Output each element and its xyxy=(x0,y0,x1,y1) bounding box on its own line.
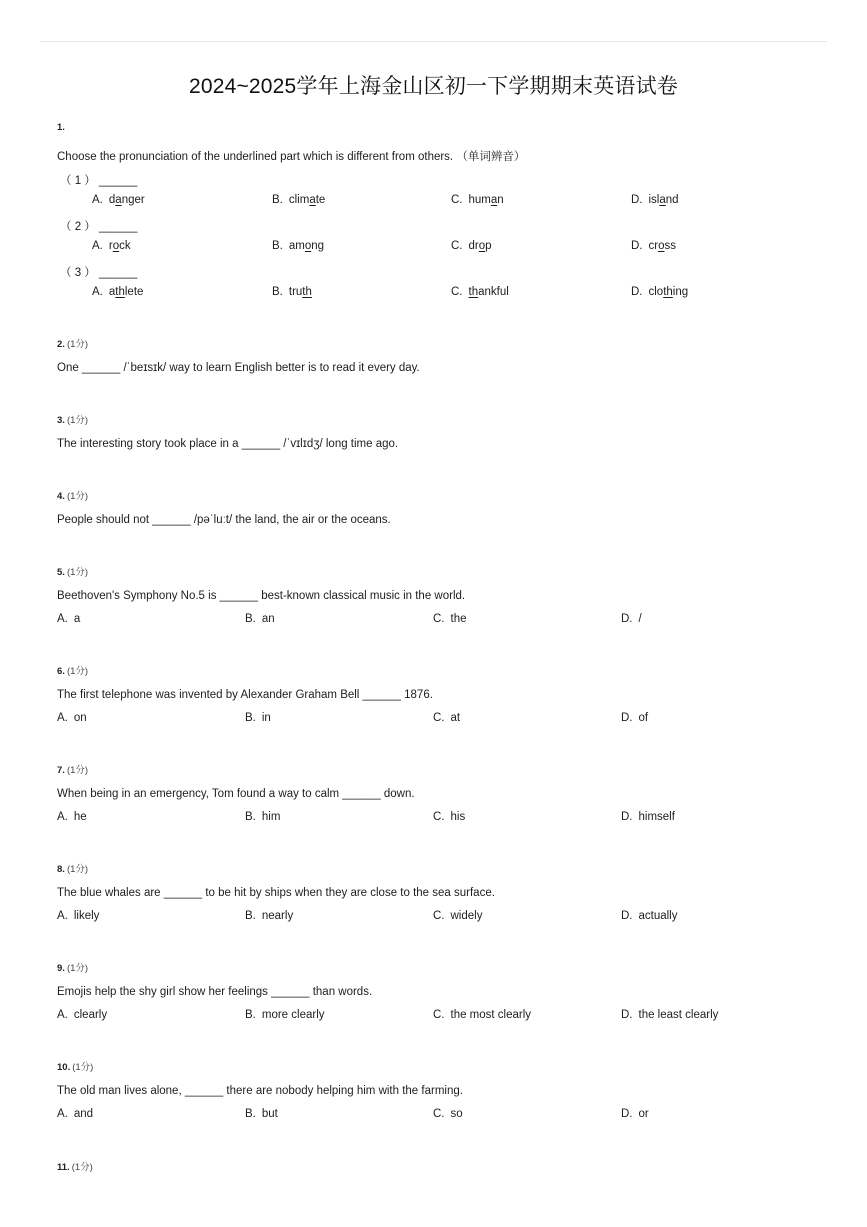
question-index: 4. xyxy=(57,491,65,502)
word-prefix: cr xyxy=(648,240,659,252)
option-text: so xyxy=(450,1108,463,1120)
option-text: of xyxy=(638,712,649,724)
option-c[interactable] xyxy=(433,613,467,625)
question-1-stem: Choose the pronunciation of the underlined part which is different from others. （单词辨音） xyxy=(57,151,526,163)
option-text: or xyxy=(638,1108,649,1120)
option-a[interactable] xyxy=(57,811,87,823)
question-number xyxy=(57,960,88,974)
option-letter: C. xyxy=(451,240,463,252)
question-index: 11. xyxy=(57,1162,70,1173)
answer-blank: ______ xyxy=(99,221,138,233)
option-letter: D. xyxy=(631,194,643,206)
option-a[interactable] xyxy=(92,286,143,298)
word-prefix: r xyxy=(108,240,113,252)
underlined-part: a xyxy=(309,194,316,206)
option-text: nearly xyxy=(261,910,294,922)
option-letter: C. xyxy=(433,910,445,922)
option-letter: A. xyxy=(57,811,68,823)
option-b[interactable] xyxy=(245,712,271,724)
option-letter: C. xyxy=(451,194,463,206)
option-letter: C. xyxy=(451,286,463,298)
option-text: but xyxy=(261,1108,278,1120)
word-prefix: d xyxy=(108,194,116,206)
option-d[interactable] xyxy=(621,811,675,823)
word-prefix: tru xyxy=(288,286,303,298)
option-letter: C. xyxy=(433,1108,445,1120)
subitem-label: （ 1 ） xyxy=(60,175,96,187)
option-c[interactable] xyxy=(451,240,492,252)
word-suffix: lete xyxy=(124,286,144,298)
question-points: (1分) xyxy=(66,491,89,502)
option-a[interactable] xyxy=(57,1009,107,1021)
option-b[interactable] xyxy=(245,1108,278,1120)
option-letter: D. xyxy=(621,811,633,823)
option-text: the xyxy=(450,613,467,625)
option-d[interactable] xyxy=(631,240,676,252)
question-number xyxy=(57,564,88,578)
option-d[interactable] xyxy=(621,1108,649,1120)
option-b[interactable] xyxy=(245,910,293,922)
word-suffix: ss xyxy=(664,240,676,252)
option-letter: B. xyxy=(245,613,256,625)
question-number xyxy=(57,488,88,502)
page-title: 2024~2025学年上海金山区初一下学期期末英语试卷 xyxy=(188,75,679,98)
option-c[interactable] xyxy=(451,286,509,298)
question-points: (1分) xyxy=(66,864,89,875)
option-letter: B. xyxy=(272,240,283,252)
option-letter: A. xyxy=(92,286,103,298)
question-points: (1分) xyxy=(71,1162,93,1173)
underlined-part: o xyxy=(304,240,312,252)
word-prefix: am xyxy=(288,240,305,252)
option-letter: D. xyxy=(631,240,643,252)
word-suffix: ck xyxy=(119,240,131,252)
question-number xyxy=(57,1159,93,1173)
word-prefix: a xyxy=(108,286,116,298)
option-text: a xyxy=(73,613,81,625)
option-c[interactable] xyxy=(433,712,460,724)
option-letter: B. xyxy=(245,1108,256,1120)
question-stem: The old man lives alone, ______ there are nobody helping him with the farming. xyxy=(57,1085,463,1097)
option-d[interactable] xyxy=(621,1009,718,1021)
question-index: 6. xyxy=(57,666,65,677)
option-c[interactable] xyxy=(433,811,465,823)
option-a[interactable] xyxy=(92,194,145,206)
option-text: clearly xyxy=(73,1009,108,1021)
underlined-part: th xyxy=(468,286,479,298)
option-letter: D. xyxy=(621,910,633,922)
question-stem: The first telephone was invented by Alexander Graham Bell ______ 1876. xyxy=(57,689,433,701)
option-b[interactable] xyxy=(245,613,275,625)
underlined-part: o xyxy=(112,240,120,252)
option-c[interactable] xyxy=(433,910,482,922)
question-number xyxy=(57,1059,93,1073)
word-prefix: isl xyxy=(648,194,660,206)
option-letter: C. xyxy=(433,712,445,724)
option-d[interactable] xyxy=(631,286,688,298)
option-letter: B. xyxy=(272,194,283,206)
option-letter: D. xyxy=(621,613,633,625)
option-text: likely xyxy=(73,910,100,922)
question-number xyxy=(57,336,88,350)
question-index: 10. xyxy=(57,1062,71,1073)
option-letter: D. xyxy=(621,1108,633,1120)
underlined-part: a xyxy=(490,194,498,206)
option-text: him xyxy=(261,811,281,823)
option-a[interactable] xyxy=(57,910,99,922)
option-letter: A. xyxy=(57,1108,68,1120)
underlined-part: th xyxy=(663,286,673,298)
option-b[interactable] xyxy=(272,286,312,298)
word-prefix: clim xyxy=(288,194,310,206)
underlined-part: th xyxy=(302,286,312,298)
question-stem: One ______ /ˈbeɪsɪk/ way to learn English better is to read it every day. xyxy=(57,362,420,374)
option-text: the least clearly xyxy=(638,1009,719,1021)
option-d[interactable] xyxy=(621,910,678,922)
option-b[interactable] xyxy=(245,1009,325,1021)
question-number xyxy=(57,412,88,426)
word-suffix: p xyxy=(485,240,492,252)
option-text: at xyxy=(450,712,461,724)
option-letter: B. xyxy=(245,811,256,823)
word-suffix: ankful xyxy=(478,286,509,298)
word-suffix: te xyxy=(315,194,326,206)
option-letter: D. xyxy=(631,286,643,298)
question-stem: The blue whales are ______ to be hit by ships when they are close to the sea surface. xyxy=(57,887,495,899)
option-text: on xyxy=(73,712,87,724)
option-text: the most clearly xyxy=(450,1009,532,1021)
option-a[interactable] xyxy=(57,712,87,724)
option-letter: A. xyxy=(92,194,103,206)
option-text: widely xyxy=(450,910,483,922)
question-points: (1分) xyxy=(66,765,89,776)
option-letter: B. xyxy=(245,712,256,724)
option-letter: C. xyxy=(433,613,445,625)
option-text: actually xyxy=(638,910,678,922)
option-letter: A. xyxy=(57,613,68,625)
option-letter: C. xyxy=(433,1009,445,1021)
question-points: (1分) xyxy=(66,666,89,677)
underlined-part: o xyxy=(658,240,665,252)
option-text: an xyxy=(261,613,275,625)
question-1-subitem xyxy=(60,172,137,188)
option-letter: C. xyxy=(433,811,445,823)
question-stem: When being in an emergency, Tom found a way to calm ______ down. xyxy=(57,788,415,800)
answer-blank: ______ xyxy=(99,175,138,187)
word-prefix: hum xyxy=(468,194,491,206)
question-1-number: 1. xyxy=(57,122,65,133)
question-1-subitem xyxy=(60,218,137,234)
option-letter: D. xyxy=(621,1009,633,1021)
question-index: 7. xyxy=(57,765,65,776)
question-stem: People should not ______ /pəˈluːt/ the land, the air or the oceans. xyxy=(57,514,391,526)
underlined-part: a xyxy=(115,194,122,206)
option-text: himself xyxy=(638,811,675,823)
question-number xyxy=(57,663,88,677)
option-text: he xyxy=(73,811,87,823)
question-points: (1分) xyxy=(66,415,89,426)
question-points: (1分) xyxy=(66,339,89,350)
underlined-part: th xyxy=(115,286,125,298)
option-a[interactable] xyxy=(57,613,80,625)
question-1-subitem xyxy=(60,264,137,280)
subitem-label: （ 3 ） xyxy=(60,267,96,279)
option-letter: B. xyxy=(245,1009,256,1021)
question-points: (1分) xyxy=(66,963,89,974)
word-suffix: ng xyxy=(311,240,325,252)
option-letter: A. xyxy=(57,910,68,922)
question-stem: Emojis help the shy girl show her feelings ______ than words. xyxy=(57,986,373,998)
word-suffix: nger xyxy=(121,194,145,206)
word-suffix: ing xyxy=(672,286,689,298)
answer-blank: ______ xyxy=(99,267,138,279)
option-letter: D. xyxy=(621,712,633,724)
underlined-part: a xyxy=(659,194,666,206)
option-text: his xyxy=(450,811,466,823)
question-stem: The interesting story took place in a ______ /ˈvɪlɪdʒ/ long time ago. xyxy=(57,438,399,450)
option-text: more clearly xyxy=(261,1009,325,1021)
question-index: 9. xyxy=(57,963,65,974)
question-index: 2. xyxy=(57,339,65,350)
option-c[interactable] xyxy=(451,194,504,206)
question-index: 8. xyxy=(57,864,65,875)
option-d[interactable] xyxy=(621,712,648,724)
option-text: in xyxy=(261,712,271,724)
option-letter: A. xyxy=(57,712,68,724)
word-suffix: nd xyxy=(665,194,679,206)
word-suffix: n xyxy=(497,194,504,206)
option-a[interactable] xyxy=(57,1108,93,1120)
option-letter: A. xyxy=(92,240,103,252)
question-points: (1分) xyxy=(66,567,89,578)
option-b[interactable] xyxy=(245,811,280,823)
option-text: / xyxy=(638,613,642,625)
option-text: and xyxy=(73,1108,94,1120)
option-b[interactable] xyxy=(272,194,325,206)
option-letter: A. xyxy=(57,1009,68,1021)
question-number xyxy=(57,861,88,875)
word-prefix: clo xyxy=(648,286,664,298)
option-c[interactable] xyxy=(433,1108,463,1120)
top-divider xyxy=(40,41,827,42)
question-index: 5. xyxy=(57,567,65,578)
option-letter: B. xyxy=(245,910,256,922)
question-number xyxy=(57,762,88,776)
option-d[interactable] xyxy=(621,613,642,625)
question-stem: Beethoven's Symphony No.5 is ______ best-known classical music in the world. xyxy=(57,590,466,602)
option-d[interactable] xyxy=(631,194,679,206)
option-letter: B. xyxy=(272,286,283,298)
underlined-part: o xyxy=(478,240,486,252)
word-prefix: dr xyxy=(468,240,479,252)
option-b[interactable] xyxy=(272,240,324,252)
subitem-label: （ 2 ） xyxy=(60,221,96,233)
option-a[interactable] xyxy=(92,240,131,252)
question-points: (1分) xyxy=(72,1062,94,1073)
option-c[interactable] xyxy=(433,1009,531,1021)
question-index: 3. xyxy=(57,415,65,426)
